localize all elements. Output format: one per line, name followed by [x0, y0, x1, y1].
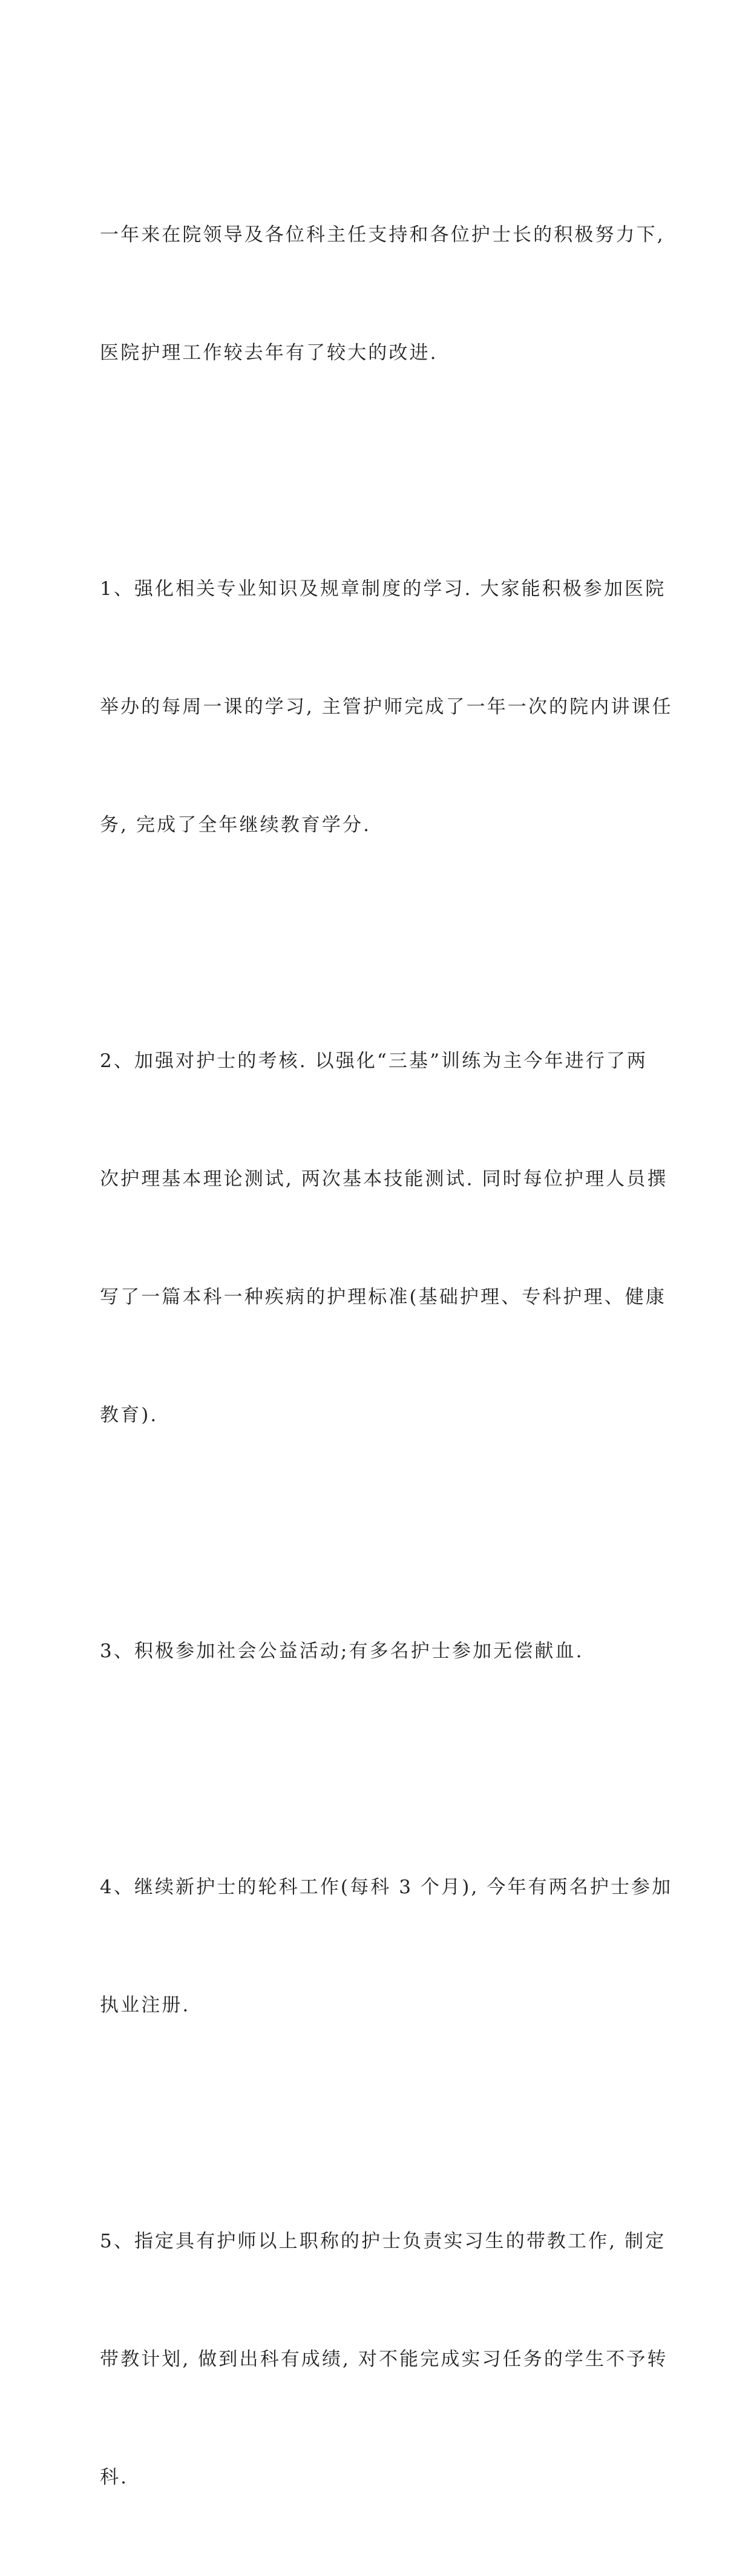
text-line: 3、积极参加社会公益活动;有多名护士参加无偿献血. — [100, 1640, 584, 1662]
paragraph-gap — [100, 452, 663, 491]
text-line: 2、加强对护士的考核. 以强化“三基”训练为主今年进行了两 — [100, 1050, 648, 1072]
text-line: 带教计划, 做到出科有成绩, 对不能完成实习任务的学生不予转 — [100, 2348, 668, 2370]
text-line: 教育). — [100, 1404, 159, 1426]
text-line: 执业注册. — [100, 1994, 191, 2016]
paragraph-item-4 — [100, 1789, 673, 2104]
text-line: 写了一篇本科一种疾病的护理标准(基础护理、专科护理、健康 — [100, 1286, 666, 1308]
paragraph-gap — [100, 924, 663, 963]
document-body — [100, 137, 673, 2576]
text-line: 务, 完成了全年继续教育学分. — [100, 814, 372, 836]
text-line: 举办的每周一课的学习, 主管护师完成了一年一次的院内讲课任 — [100, 696, 673, 718]
text-line: 1、强化相关专业知识及规章制度的学习. 大家能积极参加医院 — [100, 578, 666, 600]
paragraph-intro — [100, 137, 663, 452]
paragraph-gap — [100, 1514, 663, 1553]
paragraph-item-3 — [100, 1553, 663, 1750]
paragraph-gap — [100, 1750, 663, 1789]
text-line: 5、指定具有护师以上职称的护士负责实习生的带教工作, 制定 — [100, 2230, 666, 2252]
paragraph-item-1 — [100, 491, 673, 924]
text-line: 医院护理工作较去年有了较大的改进. — [100, 342, 438, 364]
text-line: 一年来在院领导及各位科主任支持和各位护士长的积极努力下, — [100, 224, 665, 246]
paragraph-gap — [100, 2104, 663, 2143]
text-line: 科. — [100, 2466, 129, 2488]
text-line: 次护理基本理论测试, 两次基本技能测试. 同时每位护理人员撰 — [100, 1168, 668, 1190]
text-line: 4、继续新护士的轮科工作(每科 3 个月), 今年有两名护士参加 — [100, 1876, 673, 1898]
paragraph-item-5 — [100, 2143, 668, 2576]
paragraph-item-2 — [100, 963, 668, 1514]
